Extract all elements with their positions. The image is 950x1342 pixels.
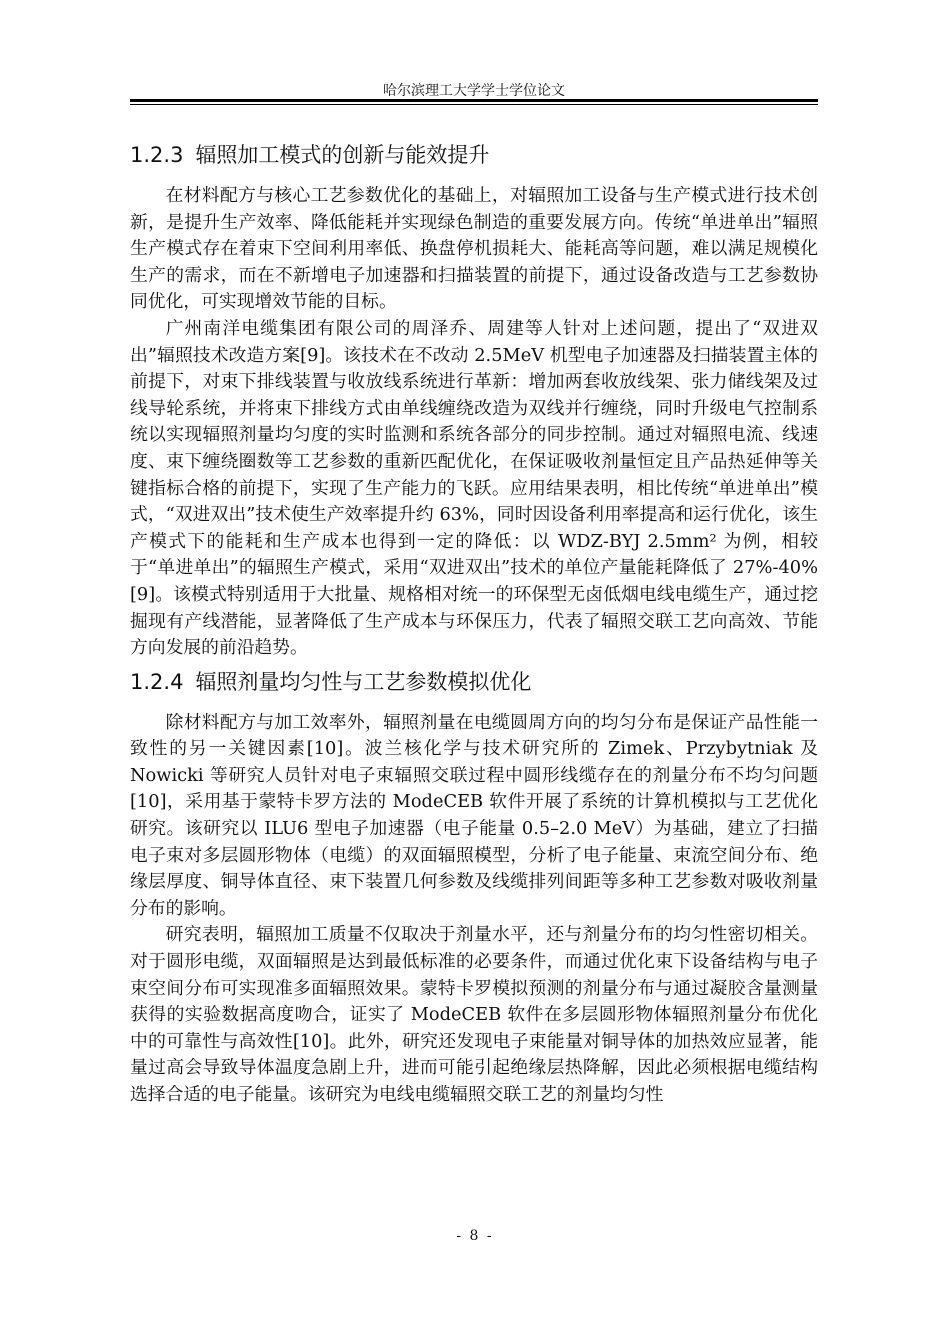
body-paragraph: 研究表明，辐照加工质量不仅取决于剂量水平，还与剂量分布的均匀性密切相关。对于圆形电缆，双面辐照是达到最低标准的必要条件，而通过优化束下设备结构与电子束空间分布可实现准多面辐照效果。蒙特卡罗模拟预测的剂量分布与通过凝胶含量测量获得的实验数据高度吻合，证实了 ModeCEB 软件在多层圆形物体辐照剂量分布优化中的可靠性与高效性[10]。此外，研究还发现电子束能量对铜导体的加热效应显著，能量过高会导致导体温度急剧上升，进而可能引起绝缘层热降解，因此必须根据电缆结构选择合适的电子能量。该研究为电线电缆辐照交联工艺的剂量均匀性 (130, 924, 818, 1105)
section-title: 辐照剂量均匀性与工艺参数模拟优化 (195, 669, 532, 694)
main-content (130, 130, 818, 1109)
body-paragraph: 除材料配方与加工效率外，辐照剂量在电缆圆周方向的均匀分布是保证产品性能一致性的另一关键因素[10]。波兰核化学与技术研究所的 Zimek、Przybytniak 及 Nowicki 等研究人员针对电子束辐照交联过程中圆形线缆存在的剂量分布不均匀问题[10]，采用基于蒙特卡罗方法的 ModeCEB 软件开展了系统的计算机模拟与工艺优化研究。该研究以 ILU6 型电子加速器（电子能量 0.5–2.0 MeV）为基础，建立了扫描电子束对多层圆形物体（电缆）的双面辐照模型，分析了电子能量、束流空间分布、绝缘层厚度、铜导体直径、束下装置几何参数及线缆排列间距等多种工艺参数对吸收剂量分布的影响。 (130, 711, 818, 919)
page-number: - 8 - (456, 1228, 494, 1244)
section-title: 辐照加工模式的创新与能效提升 (195, 143, 490, 167)
section-number: 1.2.4 (130, 669, 184, 694)
header-rule-thin (130, 104, 818, 105)
body-paragraph: 在材料配方与核心工艺参数优化的基础上，对辐照加工设备与生产模式进行技术创新，是提升生产效率、降低能耗并实现绿色制造的重要发展方向。传统“单进单出”辐照生产模式存在着束下空间利用率低、换盘停机损耗大、能耗高等问题，难以满足规模化生产的需求，而在不新增电子加速器和扫描装置的前提下，通过设备改造与工艺参数协同优化，可实现增效节能的目标。 (130, 185, 818, 313)
section-heading-1-2-4 (130, 662, 818, 702)
header-rule (130, 99, 818, 102)
section-heading-1-2-3 (130, 135, 818, 175)
body-paragraph: 广州南洋电缆集团有限公司的周泽乔、周建等人针对上述问题，提出了“双进双出”辐照技术改造方案[9]。该技术在不改动 2.5MeV 机型电子加速器及扫描装置主体的前提下，对束下排线装置与收放线系统进行革新：增加两套收放线架、张力储线架及过线导轮系统，并将束下排线方式由单线缠绕改造为双线并行缠绕，同时升级电气控制系统以实现辐照剂量均匀度的实时监测和系统各部分的同步控制。通过对辐照电流、线速度、束下缠绕圈数等工艺参数的重新匹配优化，在保证吸收剂量恒定且产品热延伸等关键指标合格的前提下，实现了生产能力的飞跃。应用结果表明，相比传统“单进单出”模式，“双进双出”技术使生产效率提升约 63%，同时因设备利用率提高和运行优化，该生产模式下的能耗和生产成本也得到一定的降低：以 WDZ-BYJ 2.5mm² 为例，相较于“单进单出”的辐照生产模式，采用“双进双出”技术的单位产量能耗降低了 27%-40%[9]。该模式特别适用于大批量、规格相对统一的环保型无卤低烟电线电缆生产，通过挖掘现有产线潜能，显著降低了生产成本与环保压力，代表了辐照交联工艺向高效、节能方向发展的前沿趋势。 (130, 317, 818, 659)
section-number: 1.2.3 (130, 143, 184, 167)
running-header: 哈尔滨理工大学学士学位论文 (383, 83, 565, 99)
